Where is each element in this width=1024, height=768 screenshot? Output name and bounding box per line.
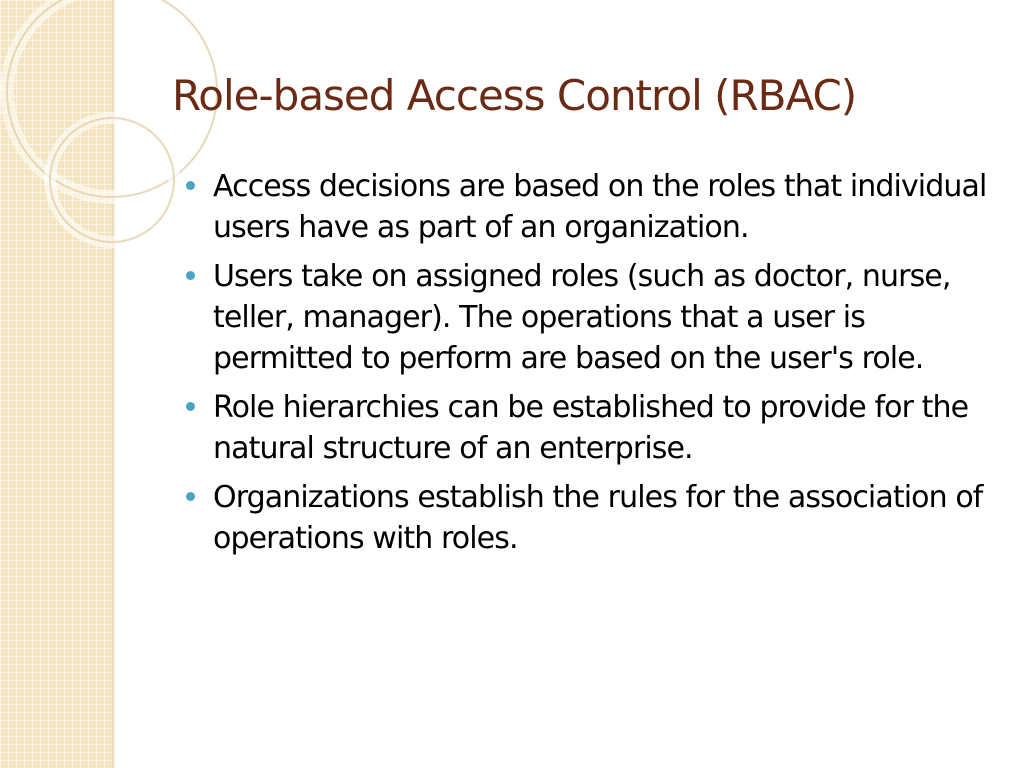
bullet-text: Access decisions are based on the roles that individual users have as part of an organization. <box>213 169 987 245</box>
bullet-text: Role hierarchies can be established to provide for the natural structure of an enterprise. <box>213 390 969 466</box>
bullet-text: Organizations establish the rules for the association of operations with roles. <box>213 480 983 556</box>
bullet-dot-icon <box>186 271 195 280</box>
slide-title: Role-based Access Control (RBAC) <box>172 71 857 120</box>
bullet-dot-icon <box>186 402 195 411</box>
bullet-item <box>186 387 1006 469</box>
bullet-item <box>186 256 1006 379</box>
bullet-text: Users take on assigned roles (such as doctor, nurse, teller, manager). The operations that a user is permitted to perform are based on the user's role. <box>213 259 951 376</box>
bullet-dot-icon <box>186 492 195 501</box>
bullet-list <box>186 166 1006 567</box>
bullet-item <box>186 477 1006 559</box>
bullet-dot-icon <box>186 181 195 190</box>
bullet-item <box>186 166 1006 248</box>
